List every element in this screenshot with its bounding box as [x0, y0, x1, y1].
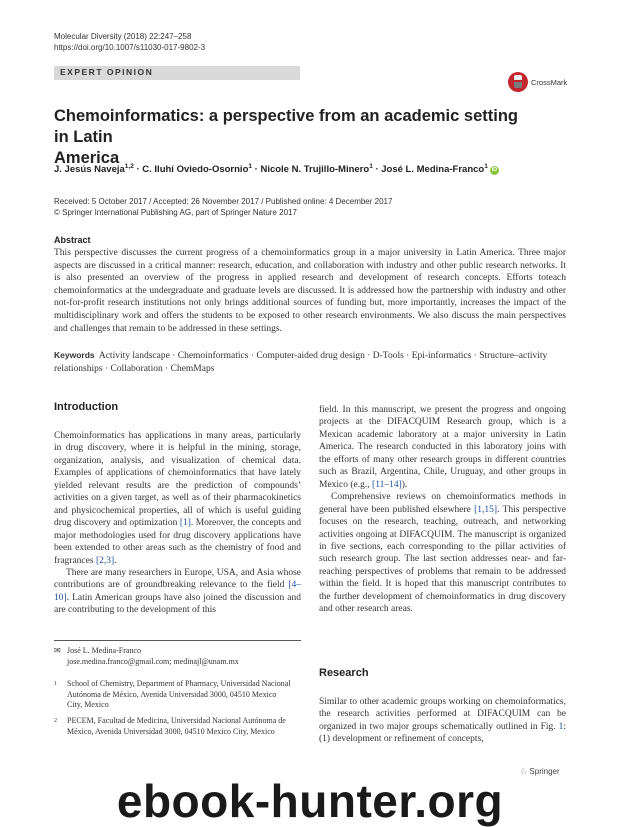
springer-label: Springer — [529, 767, 560, 776]
corresponding-name: José L. Medina-Franco — [67, 646, 141, 655]
keywords — [54, 349, 566, 375]
keywords-text: Activity landscape · Chemoinformatics · Computer-aided drug design · D-Tools · Epi-informatics · Structure–activity relationships · Collaboration · ChemMaps — [54, 351, 548, 374]
corresponding-email[interactable]: jose.medina.franco@gmail.com; medinajl@unam.mx — [67, 656, 239, 666]
article-title-line2: America — [54, 149, 120, 167]
introduction-body — [54, 430, 301, 617]
section-badge-label: EXPERT OPINION — [60, 67, 154, 77]
springer-horse-icon: ♘ — [520, 767, 528, 776]
author-affiliation-sup: 1,2 — [124, 163, 134, 170]
citation-link[interactable]: [1] — [179, 518, 191, 529]
paragraph: There are many researchers in Europe, USA, and Asia whose contributions are of groundbreaking relevance to the field [4–10]. Latin American groups have also joined the discussion and are contributing to the development of this — [54, 567, 301, 616]
crossmark-button[interactable] — [508, 70, 572, 94]
keywords-label: Keywords — [54, 350, 95, 360]
author-name[interactable]: Nicole N. Trujillo-Minero — [260, 164, 370, 176]
envelope-icon: ✉ — [54, 646, 61, 655]
affiliation-2: PECEM, Facultad de Medicina, Universidad Nacional Autónoma de México, Avenida Universidad 3000, 04510 Mexico City, Mexico — [67, 716, 286, 736]
paragraph: field. In this manuscript, we present the progress and ongoing projects at the DIFACQUIM Research group, which is a Mexican academic laboratory at a major university in Latin America. The research conducted in this laboratory joins with the efforts of many other research groups in different countries such as Brazil, Argentina, Chile, Uruguay, and other groups in Mexico (e.g., [11–14]). — [319, 405, 566, 490]
citation-link[interactable]: [1,15] — [474, 504, 498, 515]
author-name[interactable]: C. Iluhí Oviedo-Osornio — [142, 164, 249, 176]
author-affiliation-sup: 1 — [248, 163, 252, 170]
author-name[interactable]: J. Jesús Naveja — [54, 164, 125, 176]
dates-line: Received: 5 October 2017 / Accepted: 26 November 2017 / Published online: 4 December 2017 — [54, 197, 393, 206]
paragraph: Similar to other academic groups working on chemoinformatics, the research activities performed at DIFACQUIM can be organized in two major groups schematically outlined in Fig. 1: (1) development or refinement of concepts, — [319, 697, 566, 745]
footnote-divider — [54, 640, 301, 641]
orcid-icon[interactable]: iD — [491, 167, 498, 174]
journal-citation: Molecular Diversity (2018) 22:247–258 — [54, 32, 192, 41]
author-list — [54, 163, 574, 175]
springer-logo — [520, 767, 560, 776]
author-affiliation-sup: 1 — [369, 163, 373, 170]
author-name[interactable]: José L. Medina-Franco — [381, 164, 485, 176]
paragraph: Comprehensive reviews on chemoinformatics methods in general have been published elsewhere [1,15]. This perspective focuses on the research, teaching, outreach, and networking activities ongoing at DIFACQUIM. The manuscript is organized in five sections, each corresponding to the pillar activities of such research group. The last section addresses near- and far-reaching perspectives of problems that remain to be addressed within the field. It is hoped that this manuscript contributes to the further development of chemoinformatics in drug discovery and other research areas. — [319, 492, 566, 615]
abstract-text: This perspective discusses the current progress of a chemoinformatics group in a major university in Latin America. Three major aspects are discussed in a critical manner: research, education, and collaboration with industry and other public research networks. It is also presented an overview of the progress in applied research and development of research concepts. Efforts toteach chemoinformatics at the undergraduate and graduate levels are discussed. It is addressed how the partnership with industry and other not-for-profit research institutions not only brings additional sources of funding but, more importantly, increases the impact of the multidisciplinary work and offers the students to be exposed to other research environments. We also discuss the main perspectives and challenges that remain to be addressed in these settings. — [54, 248, 566, 334]
section-badge — [54, 66, 300, 80]
publication-dates — [54, 197, 392, 218]
introduction-heading: Introduction — [54, 401, 119, 413]
corresponding-author — [67, 646, 297, 667]
paragraph: Chemoinformatics has applications in many areas, particularly in drug discovery, where it is helpful in the mining, storage, organization, analysis, and visualization of chemical data. Examples of applications of chemoinformatics that have lately yielded relevant results are the prediction of compounds’ activities on a given target, as well as of their pharmacokinetics and physicochemical properties, all of which is useful guiding drug discovery and optimization [1]. Moreover, the concepts and major methodologies used for drug discovery applications have been extended to other areas such as the chemistry of food and fragrances [2,3]. — [54, 431, 301, 566]
figure-link[interactable]: 1 — [558, 721, 564, 732]
affiliation-1: School of Chemistry, Department of Pharmacy, Universidad Nacional Autónoma de México, Avenida Universidad 3000, 04510 Mexico City, Mexico — [67, 679, 291, 709]
doi-link[interactable]: https://doi.org/10.1007/s11030-017-9802-3 — [54, 43, 206, 52]
journal-header — [54, 31, 205, 53]
article-title-line1: Chemoinformatics: a perspective from an academic setting in Latin — [54, 107, 518, 146]
crossmark-icon — [508, 72, 528, 92]
abstract-heading: Abstract — [54, 235, 91, 245]
research-heading: Research — [319, 667, 369, 679]
author-separator: · — [136, 164, 143, 176]
affiliation-number: 2 — [54, 718, 57, 724]
article-title — [54, 106, 524, 169]
citation-link[interactable]: [2,3] — [95, 555, 115, 566]
watermark: ebook-hunter.org — [116, 775, 504, 827]
research-body — [319, 696, 566, 746]
copyright-line: © Springer International Publishing AG, part of Springer Nature 2017 — [54, 207, 297, 217]
author-separator: · — [254, 164, 261, 176]
citation-link[interactable]: [11–14] — [372, 479, 402, 490]
author-separator: · — [375, 164, 382, 176]
author-affiliation-sup: 1 — [484, 163, 488, 170]
citation-link[interactable]: [4–10] — [54, 580, 301, 603]
right-column-body — [319, 404, 566, 616]
crossmark-label: CrossMark — [531, 78, 568, 87]
affiliation-number: 1 — [54, 681, 57, 687]
